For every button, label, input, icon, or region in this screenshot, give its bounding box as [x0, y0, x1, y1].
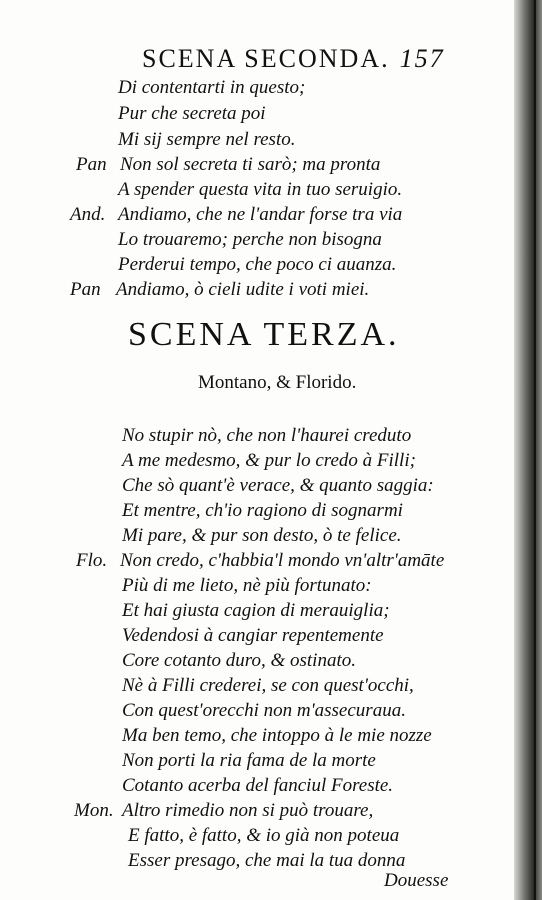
page-gutter-shadow [514, 0, 542, 900]
verse-line: A spender questa vita in tuo seruigio. [118, 179, 403, 200]
verse-line: E fatto, è fatto, & io già non poteua [128, 825, 400, 846]
verse-line: Ma ben temo, che intoppo à le mie nozze [122, 725, 432, 746]
verse-line: Vedendosi à cangiar repentemente [122, 625, 384, 646]
verse-line: Et hai giusta cagion di merauiglia; [122, 600, 390, 621]
speaker-label: And. [70, 204, 106, 225]
verse-line: Nè à Filli crederei, se con quest'occhi, [122, 675, 414, 696]
verse-line: Pur che secreta poi [118, 103, 266, 124]
verse-line: Con quest'orecchi non m'assecuraua. [122, 700, 406, 721]
verse-line: Et mentre, ch'io ragiono di sognarmi [122, 500, 403, 521]
verse-line: Cotanto acerba del fanciul Foreste. [122, 775, 394, 796]
verse-line: Core cotanto duro, & ostinato. [122, 650, 356, 671]
verse-line: Esser presago, che mai la tua donna [128, 850, 406, 871]
page-edge-line [534, 0, 536, 900]
page-number: 157 [399, 44, 445, 73]
verse-line: Mon. Altro rimedio non si può trouare, [74, 800, 374, 821]
verse-line: And. Andiamo, che ne l'andar forse tra via [70, 204, 403, 225]
scene-title: SCENA TERZA. [128, 316, 400, 353]
verse-line: Lo trouaremo; perche non bisogna [118, 229, 382, 250]
running-head [142, 44, 445, 74]
speaker-label: Pan [76, 154, 107, 175]
verse-line: A me medesmo, & pur lo credo à Filli; [122, 450, 416, 471]
cast-list: Montano, & Florido. [198, 372, 357, 393]
verse-line: Perderui tempo, che poco ci auanza. [118, 254, 397, 275]
speaker-label: Flo. [76, 550, 108, 571]
speaker-label: Pan [70, 279, 101, 300]
catchword: Douesse [384, 870, 449, 891]
verse-line: No stupir nò, che non l'haurei creduto [122, 425, 412, 446]
speaker-label: Mon. [74, 800, 114, 821]
verse-line: Mi sij sempre nel resto. [118, 129, 296, 150]
running-head-title: SCENA SECONDA. [142, 44, 390, 73]
verse-line: Flo. Non credo, c'habbia'l mondo vn'altr'amāte [76, 550, 445, 571]
verse-line: Più di me lieto, nè più fortunato: [122, 575, 372, 596]
verse-line: Pan Non sol secreta ti sarò; ma pronta [76, 154, 381, 175]
verse-line: Mi pare, & pur son desto, ò te felice. [122, 525, 402, 546]
verse-line: Pan Andiamo, ò cieli udite i voti miei. [70, 279, 370, 300]
verse-line: Non porti la ria fama de la morte [122, 750, 376, 771]
verse-line: Di contentarti in questo; [118, 77, 306, 98]
verse-line: Che sò quant'è verace, & quanto saggia: [122, 475, 434, 496]
